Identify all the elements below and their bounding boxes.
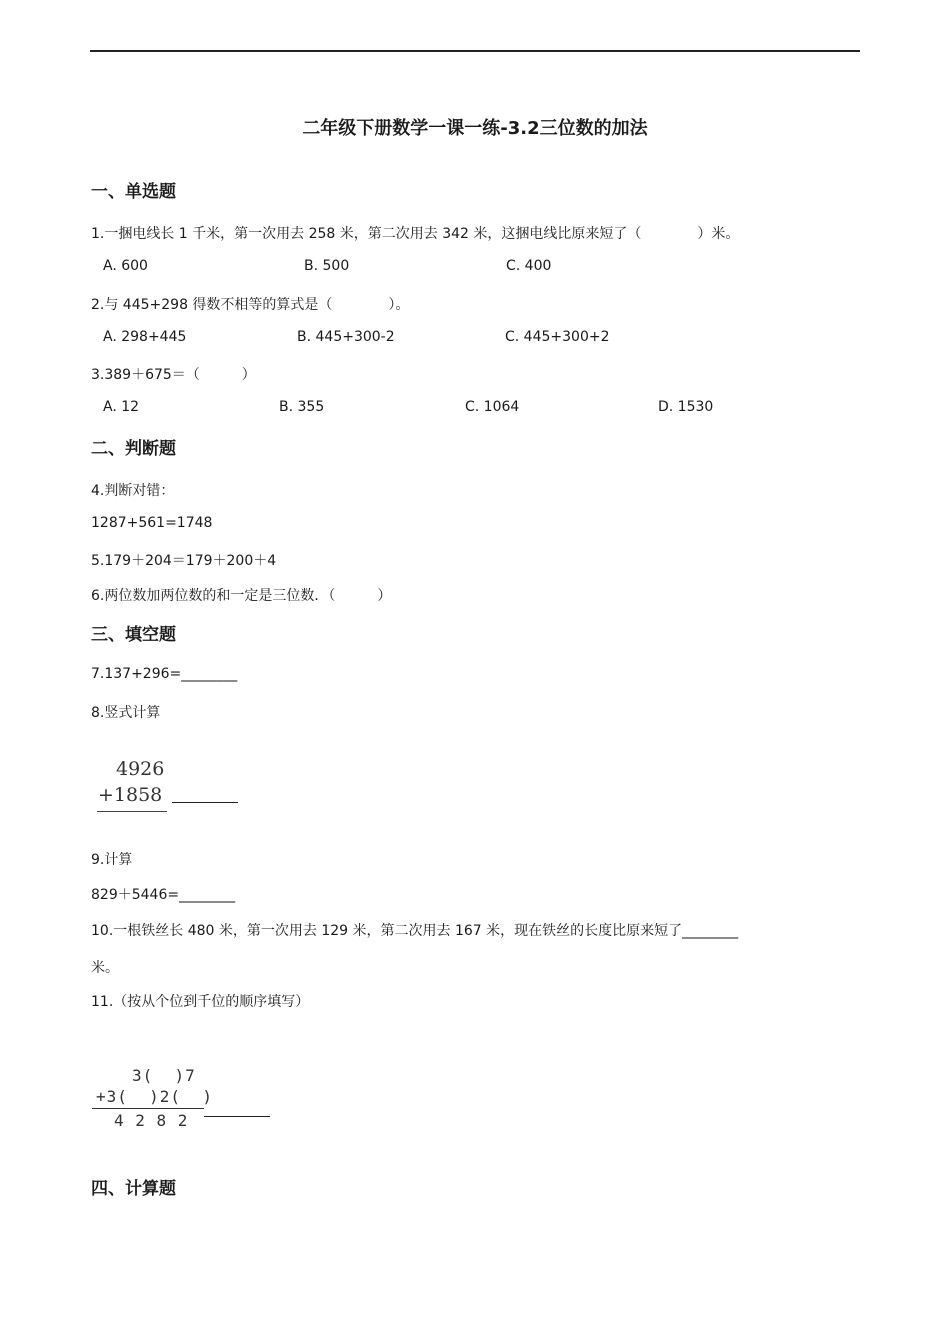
question-3-option-b[interactable]: B. 355	[279, 399, 325, 415]
vertical-sum-line	[97, 811, 167, 812]
question-1-option-c[interactable]: C. 400	[506, 258, 552, 274]
question-8-text: 8.竖式计算	[91, 705, 161, 721]
question-2-text: 2.与 445+298 得数不相等的算式是（ ）。	[91, 297, 410, 313]
puzzle-row-top: 3( )7	[132, 1066, 196, 1085]
question-10-text: 10.一根铁丝长 480 米，第一次用去 129 米，第二次用去 167 米，现在铁丝的长度比原来短了________	[91, 923, 739, 939]
puzzle-sum-line	[92, 1108, 204, 1109]
question-8-answer-blank[interactable]	[172, 802, 238, 803]
question-9-text: 9.计算	[91, 852, 133, 868]
question-1-option-b[interactable]: B. 500	[304, 258, 350, 274]
question-4-text: 4.判断对错：	[91, 483, 175, 499]
section-heading-calculation: 四、计算题	[91, 1179, 176, 1199]
section-heading-true-false: 二、判断题	[91, 439, 176, 459]
page-title: 二年级下册数学一课一练-3.2三位数的加法	[302, 118, 648, 139]
question-9-expression: 829＋5446=________	[91, 887, 236, 903]
vertical-addend-top: 4926	[116, 758, 165, 780]
question-1-option-a[interactable]: A. 600	[103, 258, 148, 274]
question-11-answer-blank[interactable]	[204, 1116, 270, 1117]
question-7-text: 7.137+296=________	[91, 666, 238, 682]
question-3-option-c[interactable]: C. 1064	[465, 399, 520, 415]
question-2-option-b[interactable]: B. 445+300-2	[297, 329, 395, 345]
vertical-addend-bottom: +1858	[98, 784, 163, 806]
question-5-text: 5.179＋204＝179＋200＋4	[91, 553, 277, 569]
question-10-unit: 米。	[91, 960, 119, 976]
question-2-option-c[interactable]: C. 445+300+2	[505, 329, 610, 345]
section-heading-single-choice: 一、单选题	[91, 182, 176, 202]
question-3-option-d[interactable]: D. 1530	[658, 399, 714, 415]
question-6-text: 6.两位数加两位数的和一定是三位数．（ ）	[91, 588, 392, 604]
question-1-text: 1.一捆电线长 1 千米，第一次用去 258 米，第二次用去 342 米，这捆电线比原来短了（ ）米。	[91, 226, 740, 242]
header-rule	[90, 50, 860, 52]
question-2-option-a[interactable]: A. 298+445	[103, 329, 187, 345]
puzzle-row-sum: 4 2 8 2	[114, 1111, 189, 1130]
question-4-statement: 1287+561=1748	[91, 515, 213, 531]
question-3-text: 3.389＋675＝（ ）	[91, 367, 256, 383]
question-11-text: 11.（按从个位到千位的顺序填写）	[91, 994, 310, 1010]
question-3-option-a[interactable]: A. 12	[103, 399, 140, 415]
puzzle-row-addend: +3( )2( )	[96, 1087, 213, 1106]
section-heading-fill-blank: 三、填空题	[91, 625, 176, 645]
